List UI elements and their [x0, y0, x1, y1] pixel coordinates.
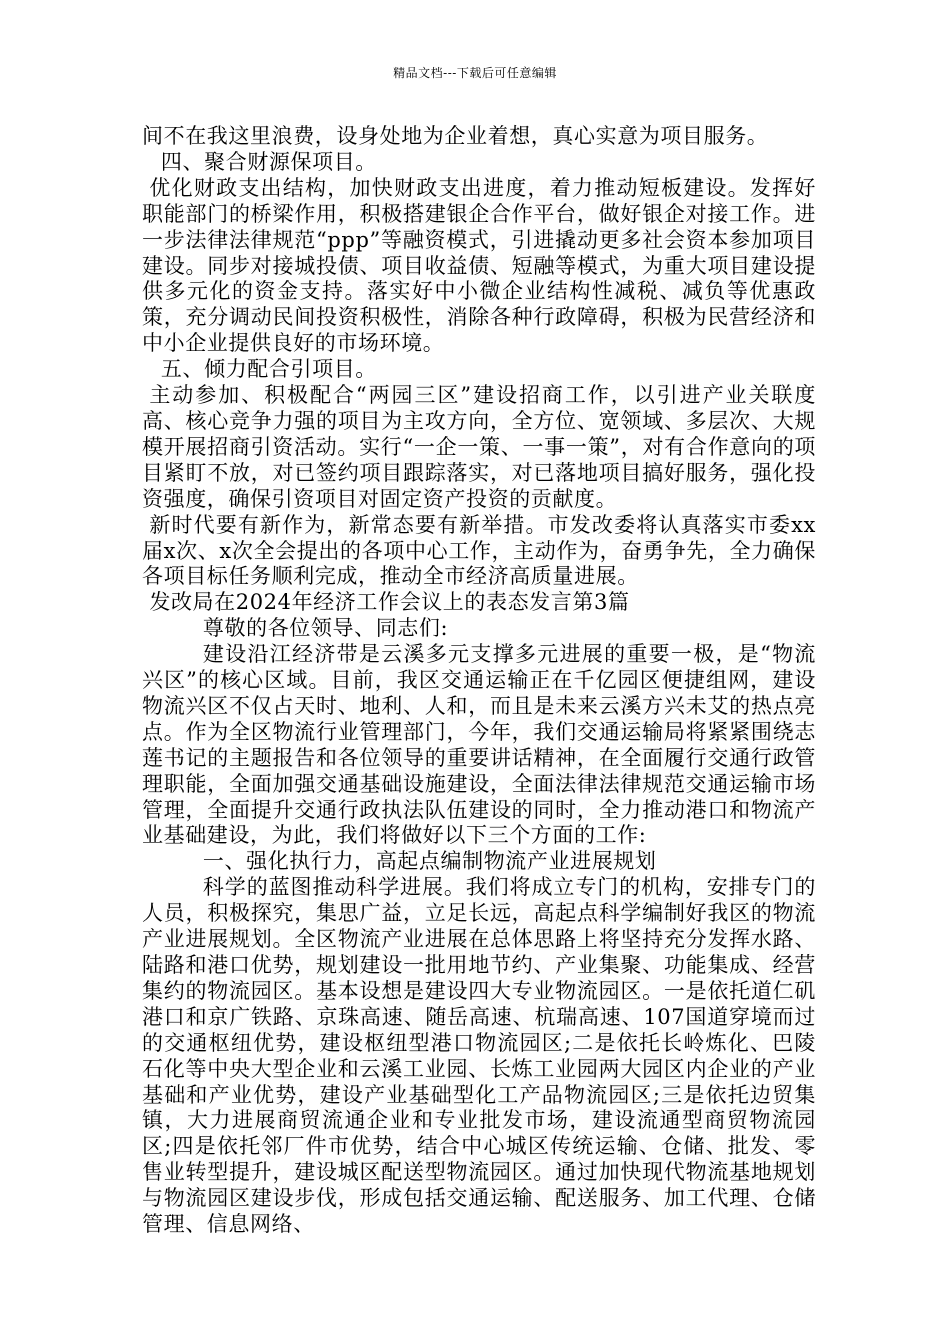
section-heading-four: 四、聚合财源保项目。	[160, 149, 377, 174]
page-header: 精品文档---下载后可任意编辑	[393, 66, 557, 80]
paragraph-new-era: 新时代要有新作为，新常态要有新举措。市发改委将认真落实市委xx届x次、x次全会提出的各项中心工作，主动作为，奋勇争先，全力确保各项目标任务顺利完成，推动全市经济高质量进展。	[142, 512, 816, 589]
section-heading-five: 五、倾力配合引项目。	[160, 357, 377, 382]
document-body	[142, 124, 816, 1238]
paragraph-investment: 主动参加、积极配合“两园三区”建设招商工作，以引进产业关联度高、核心竞争力强的项目为主攻方向，全方位、宽领域、多层次、大规模开展招商引资活动。实行“一企一策、一事一策”，对有合作意向的项目紧盯不放，对已签约项目跟踪落实，对已落地项目搞好服务，强化投资强度，确保引资项目对固定资产投资的贡献度。	[142, 383, 816, 511]
paragraph-finance: 优化财政支出结构，加快财政支出进度，着力推动短板建设。发挥好职能部门的桥梁作用，积极搭建银企合作平台，做好银企对接工作。进一步法律法律规范“ppp”等融资模式，引进撬动更多社会资本参加项目建设。同步对接城投债、项目收益债、短融等模式，为重大项目建设提供多元化的资金支持。落实好中小微企业结构性减税、减负等优惠政策，充分调动民间投资积极性，消除各种行政障碍，积极为民营经济和中小企业提供良好的市场环境。	[142, 175, 816, 356]
paragraph-planning: 科学的蓝图推动科学进展。我们将成立专门的机构，安排专门的人员，积极探究，集思广益，立足长远，高起点科学编制好我区的物流产业进展规划。全区物流产业进展在总体思路上将坚持充分发挥水路、陆路和港口优势，规划建设一批用地节约、产业集聚、功能集成、经营集约的物流园区。基本设想是建设四大专业物流园区。一是依托道仁矶港口和京广铁路、京珠高速、随岳高速、杭瑞高速、107国道穿境而过的交通枢纽优势，建设枢纽型港口物流园区;二是依托长岭炼化、巴陵石化等中央大型企业和云溪工业园、长炼工业园两大园区内企业的产业基础和产业优势，建设产业基础型化工产品物流园区;三是依托边贸集镇，大力进展商贸流通企业和专业批发市场，建设流通型商贸物流园区;四是依托邻厂件市优势，结合中心城区传统运输、仓储、批发、零售业转型提升，建设城区配送型物流园区。通过加快现代物流基地规划与物流园区建设步伐，形成包括交通运输、配送服务、加工代理、仓储管理、信息网络、	[142, 875, 816, 1237]
paragraph-continuation: 间不在我这里浪费，设身处地为企业着想，真心实意为项目服务。	[142, 124, 769, 148]
article-title: 发改局在2024年经济工作会议上的表态发言第3篇	[149, 590, 630, 615]
paragraph-logistics-intro: 建设沿江经济带是云溪多元支撑多元进展的重要一极，是“物流兴区”的核心区域。目前，我区交通运输正在千亿园区便捷组网，建设物流兴区不仅占天时、地利、人和，而且是未来云溪方兴未艾的热点亮点。作为全区物流行业管理部门，今年，我们交通运输局将紧紧围绕志莲书记的主题报告和各位领导的重要讲话精神，在全面履行交通行政管理职能，全面加强交通基础设施建设，全面法律法律规范交通运输市场管理，全面提升交通行政执法队伍建设的同时，全力推动港口和物流产业基础建设，为此，我们将做好以下三个方面的工作:	[142, 642, 816, 848]
section-heading-one: 一、强化执行力，高起点编制物流产业进展规划	[202, 849, 657, 874]
salutation: 尊敬的各位领导、同志们:	[202, 616, 449, 641]
